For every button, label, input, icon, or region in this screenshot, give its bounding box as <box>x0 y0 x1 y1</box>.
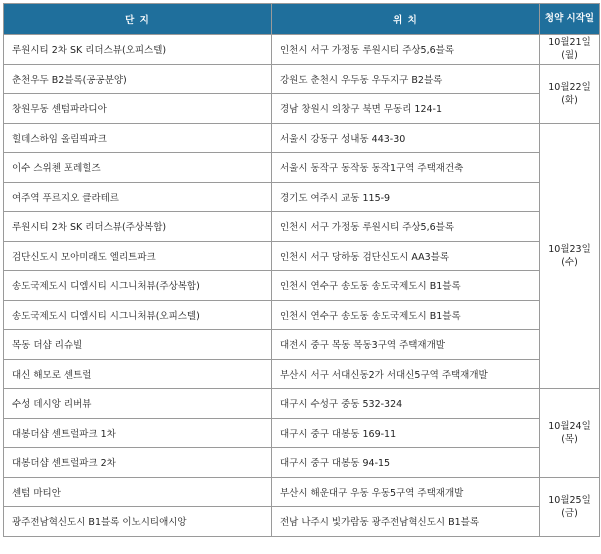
complex-name: 광주전남혁신도시 B1블록 이노시티애시앙 <box>4 507 272 537</box>
table-row <box>4 212 600 242</box>
start-date: 10월24일 <box>548 420 591 432</box>
complex-location: 전남 나주시 빛가람동 광주전남혁신도시 B1블록 <box>272 507 540 537</box>
complex-location: 대구시 중구 대봉동 94-15 <box>272 448 540 478</box>
complex-location: 강원도 춘천시 우두동 우두지구 B2블록 <box>272 64 540 94</box>
table-row <box>4 300 600 330</box>
start-date: 10월25일 <box>548 494 591 506</box>
complex-location: 인천시 서구 가정동 루원시티 주상5,6블록 <box>272 35 540 65</box>
start-date-cell <box>540 477 600 536</box>
start-day: (목) <box>561 433 578 445</box>
complex-name: 대봉더샵 센트럴파크 2차 <box>4 448 272 478</box>
table-row <box>4 35 600 65</box>
header-location: 위 치 <box>272 4 540 35</box>
start-date: 10월22일 <box>548 81 591 93</box>
complex-name: 루원시티 2차 SK 리더스뷰(오피스텔) <box>4 35 272 65</box>
table-row <box>4 389 600 419</box>
table-row <box>4 153 600 183</box>
start-day: (금) <box>561 507 578 519</box>
complex-location: 인천시 연수구 송도동 송도국제도시 B1블록 <box>272 271 540 301</box>
complex-location: 대전시 중구 목동 목동3구역 주택재개발 <box>272 330 540 360</box>
complex-location: 대구시 수성구 중동 532-324 <box>272 389 540 419</box>
complex-location: 부산시 서구 서대신동2가 서대신5구역 주택재개발 <box>272 359 540 389</box>
complex-name: 송도국제도시 디엠시티 시그니처뷰(오피스텔) <box>4 300 272 330</box>
start-day: (화) <box>561 94 578 106</box>
complex-name: 춘천우두 B2블록(공공분양) <box>4 64 272 94</box>
complex-location: 경남 창원시 의창구 북면 무동리 124-1 <box>272 94 540 124</box>
complex-name: 대봉더샵 센트럴파크 1차 <box>4 418 272 448</box>
start-date: 10월23일 <box>548 243 591 255</box>
start-date-cell <box>540 123 600 389</box>
table-row <box>4 507 600 537</box>
start-date: 10월21일 <box>548 37 591 49</box>
start-day: (월) <box>561 50 578 62</box>
complex-location: 경기도 여주시 교동 115-9 <box>272 182 540 212</box>
complex-location: 인천시 서구 가정동 루원시티 주상5,6블록 <box>272 212 540 242</box>
table-row <box>4 241 600 271</box>
table-row <box>4 359 600 389</box>
start-day: (수) <box>561 256 578 268</box>
complex-location: 서울시 강동구 성내동 443-30 <box>272 123 540 153</box>
complex-name: 창원무동 센텀파라디아 <box>4 94 272 124</box>
table-row <box>4 94 600 124</box>
table-row <box>4 64 600 94</box>
table-header-row <box>4 4 600 35</box>
complex-name: 송도국제도시 디엠시티 시그니처뷰(주상복합) <box>4 271 272 301</box>
complex-location: 서울시 동작구 동작동 동작1구역 주택재건축 <box>272 153 540 183</box>
complex-name: 힐데스하임 올림픽파크 <box>4 123 272 153</box>
start-date-cell <box>540 35 600 65</box>
header-complex: 단 지 <box>4 4 272 35</box>
complex-location: 인천시 연수구 송도동 송도국제도시 B1블록 <box>272 300 540 330</box>
complex-name: 수성 데시앙 리버뷰 <box>4 389 272 419</box>
table-row <box>4 330 600 360</box>
start-date-cell <box>540 64 600 123</box>
start-date-cell <box>540 389 600 478</box>
complex-name: 이수 스위첸 포레힐즈 <box>4 153 272 183</box>
schedule-table <box>3 3 600 537</box>
table-row <box>4 477 600 507</box>
complex-location: 부산시 해운대구 우동 우동5구역 주택재개발 <box>272 477 540 507</box>
table-row <box>4 418 600 448</box>
complex-name: 루원시티 2차 SK 리더스뷰(주상복합) <box>4 212 272 242</box>
complex-location: 대구시 중구 대봉동 169-11 <box>272 418 540 448</box>
complex-name: 대신 해모로 센트럴 <box>4 359 272 389</box>
complex-name: 여주역 푸르지오 클라테르 <box>4 182 272 212</box>
complex-name: 목동 더샵 리슈빌 <box>4 330 272 360</box>
complex-name: 검단신도시 모아미래도 엘리트파크 <box>4 241 272 271</box>
complex-location: 인천시 서구 당하동 검단신도시 AA3블록 <box>272 241 540 271</box>
header-start-date: 청약 시작일 <box>540 4 600 35</box>
table-row <box>4 448 600 478</box>
table-row <box>4 123 600 153</box>
table-row <box>4 271 600 301</box>
table-row <box>4 182 600 212</box>
complex-name: 센텀 마티안 <box>4 477 272 507</box>
